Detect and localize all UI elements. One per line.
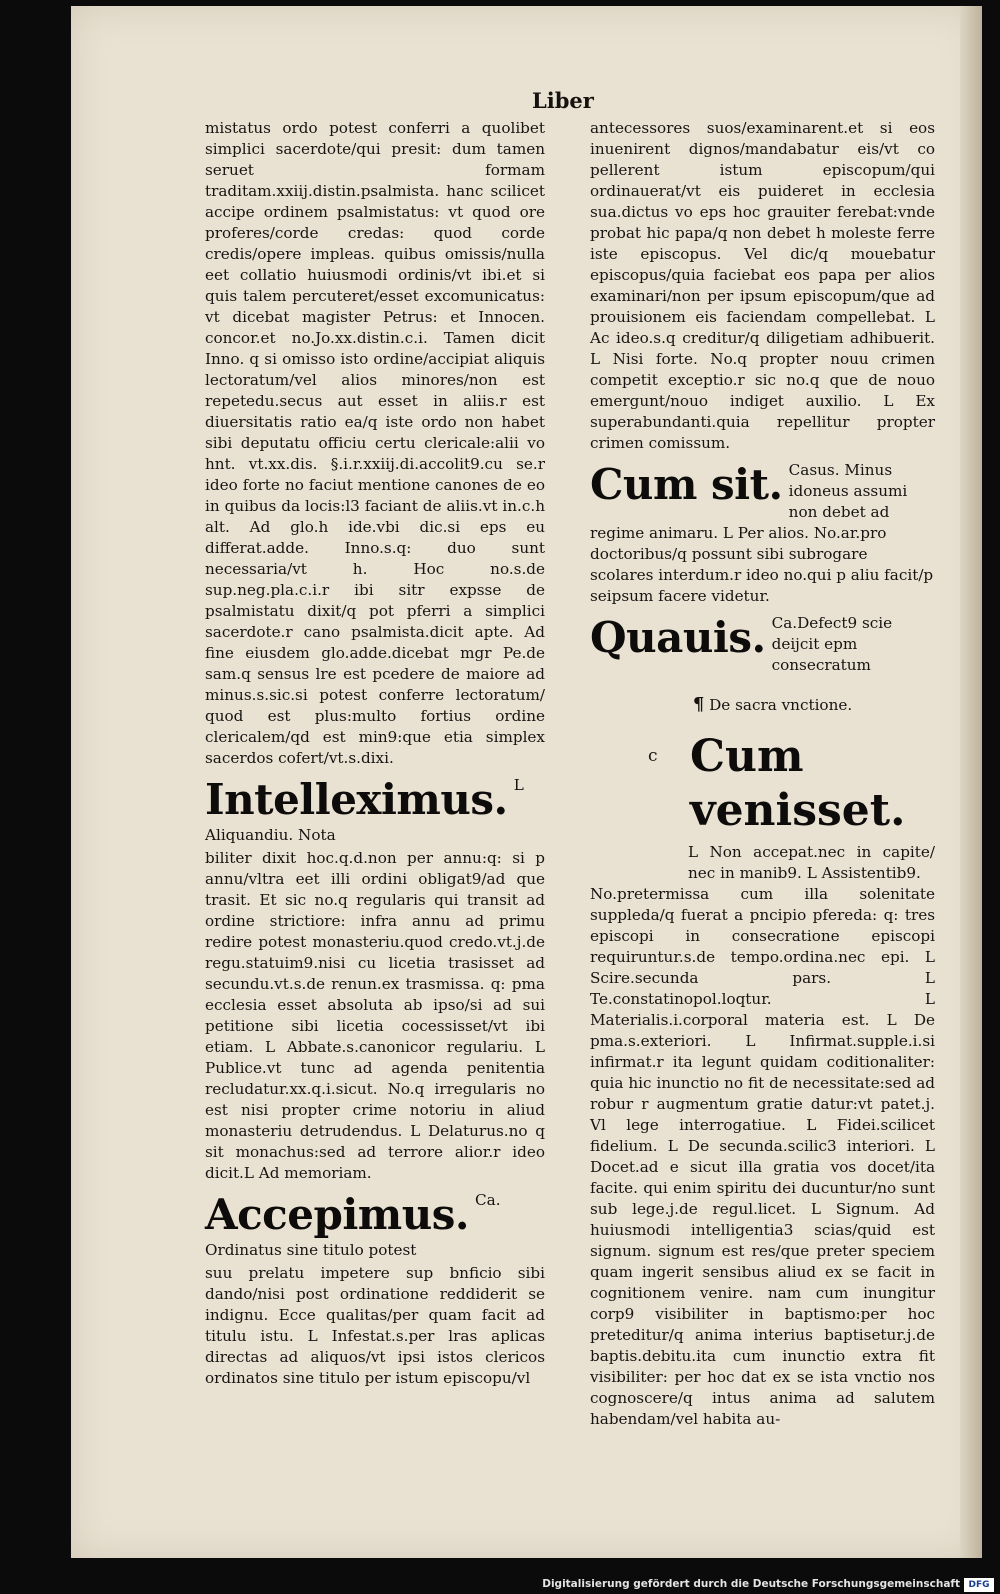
rubric-quauis-note: Ca.Defect9 scie deijcit epm consecratum <box>771 614 893 674</box>
rubric-intelleximus: Intelleximus. <box>205 775 508 824</box>
right-paragraph-2: No.pretermissa cum illa solenitate suppleda/q fuerat a pncipio pfereda: q: tres episcopi in consecratione episcopi requiruntur.s.de tempo.ordina.nec epi. L Scire.secunda pars. L Te.constatinopol.loqtur. L Materialis.i.corporal materia est. L De pma.s.exteriori. L Infirmat.supple.i.si infirmat.r ita legunt quidam coditionaliter: quia hic inunctio no fit de necessitate:sed ad robur r augmentum gratie datur:vt patet.j. Vl lege interrogatiue. L Fidei.scilicet fidelium. L De secunda.scilic3 interiori. L Docet.ad e sicut illa gratia vos docet/ita facite. qui enim spiritu dei ducuntur/no sunt sub lege.j.de regul.licet. L Signum. Ad huiusmodi intelligentia3 scias/quid est signum. signum est res/que preter speciem quam ingerit sensibus aliud ex se facit in cognitionem venire. nam cum inungitur corp9 visibiliter in baptismo:per hoc preteditur/q anima interius baptisetur.j.de baptis.debitu.ita cum inunctio extra fit visibiliter: per hoc dat ex se ista vnctio nos cognoscere/q intus anima ad salutem habendam/vel habita au- <box>590 885 935 1428</box>
rubric-accepimus-note: Ca. Ordinatus sine titulo potest <box>205 1191 501 1259</box>
right-paragraph-2-lead: L Non accepat.nec in capite/ nec in manib9. L Assistentib9. <box>688 843 935 882</box>
left-paragraph-2: biliter dixit hoc.q.d.non per annu:q: si p annu/vltra eet illi ordini obligat9/ad que trasit. Et sic no.q regularis qui transit ad ordine strictiore: infra annu ad primu redire potest monasteriu.quod credo.vt.j.de regu.statuim9.nisi cu licetia trasisset ad secundu.vt.s.de renun.ex trasmissa. q: pma ecclesia esset absoluta ab ipso/si ad sui petitione sibi licetia cocessisset/vt ibi etiam. L Abbate.s.canonicor regulariu. L Publice.vt tunc ad agenda penitentia recludatur.xx.q.i.sicut. No.q irregularis no est nisi propter crime notoriu in aliud monasteriu detrudendus. L Delaturus.no q sit monachus:sed ad terrore alior.r ideo dicit.L Ad memoriam. <box>205 849 545 1182</box>
right-rubric-1 <box>590 460 935 607</box>
rubric-cum-sit-note: Casus. Minus idoneus assumi non debet ad regime animaru. L Per alios. No.ar.pro doctoribus/q possunt sibi subrogare scolares interdum.r ideo no.qui p aliu facit/p seipsum facere videtur. <box>590 461 934 605</box>
pilcrow-icon: ¶ <box>692 694 705 715</box>
footer-credit: Digitalisierung gefördert durch die Deutsche Forschungsgemeinschaft <box>542 1578 960 1590</box>
running-head: Liber <box>532 88 594 113</box>
left-paragraph-3: suu prelatu impetere sup bnficio sibi dando/nisi post ordinatione reddiderit se indignu. Ecce qualitas/per quam facit ad titulu istu. L Infestat.s.per lras aplicas directas ad aliquos/vt ipsi istos clericos ordinatos sine titulo per istum episcopu/vl <box>205 1264 545 1387</box>
left-rubric-2 <box>205 1190 545 1261</box>
section-heading-text: De sacra vnctione. <box>709 696 853 714</box>
rubric-intelleximus-note: L Aliquandiu. Nota <box>205 776 524 844</box>
section-heading <box>610 694 935 716</box>
dfg-logo-icon: DFG <box>964 1578 994 1592</box>
rubric-cum-venisset: Cum venisset. <box>690 731 906 836</box>
left-paragraph-1: mistatus ordo potest conferri a quolibet simplici sacerdote/qui presit: dum tamen seruet formam traditam.xxiij.distin.psalmista. hanc scilicet accipe ordinem psalmistatus: vt quod ore proferes/corde credas: quod corde credis/opere impleas. quibus omissis/nulla eet collatio huiusmodi ordinis/vt ibi.et si quis talem percuteret/esset excomunicatus: vt dicebat magister Petrus: et Innocen. concor.et no.Jo.xx.distin.c.i. Tamen dicit Inno. q si omisso isto ordine/accipiat aliquis lectoratum/vel alios minores/non est repetedu.secus aut esset in aliis.r est diuersitatis ratio ea/q iste ordo non habet sibi deputatu officiu certu clericale:alii vo hnt. vt.xx.dis. §.i.r.xxiij.di.accolit9.cu se.r ideo forte no faciut mentione canones de eo in quibus da locis:l3 faciant de aliis.vt in.c.h alt. Ad glo.h ide.vbi dic.si eps eu differat.adde. Inno.s.q: duo sunt necessaria/vt h. Hoc no.s.de sup.neg.pla.c.i.r ibi sitr expsse de psalmistatu dixit/q pot pferri a simplici sacerdote.r cano psalmista.dicit apte. Ad fine eiusdem glo.adde.dicebat mgr Pe.de sam.q sensus lre est pcedere de maiore ad minus.s.sic.si potest conferre lectoratum/ quod est plus:multo fortius ordine clericalem/qd est min9:que etia simplex sacerdos cofert/vt.s.dixi. <box>205 119 545 767</box>
right-column <box>590 118 935 1430</box>
page-edge <box>960 6 982 1558</box>
rubric-quauis: Quauis. <box>590 613 766 662</box>
right-rubric-2 <box>590 613 935 676</box>
right-paragraph-1: antecessores suos/examinarent.et si eos inuenirent dignos/mandabatur eis/vt co pellerent istum episcopum/qui ordinauerat/vt eis puideret in ecclesia sua.dictus vo eps hoc grauiter ferebat:vnde probat hic papa/q non debet h moleste ferre iste episcopus. Vel dic/q mouebatur episcopus/quia faciebat eos papa per alios examinari/non per ipsum episcopum/que ad prouisionem eis faciendam compellebat. L Ac ideo.s.q creditur/q diligetiam adhibuerit. L Nisi forte. No.q propter nouu crimen competit exceptio.r sic no.q que de nouo emergunt/nouo indiget auxilio. L Ex superabundanti.quia repellitur propter crimen comissum. <box>590 119 935 452</box>
rubric-cum-sit: Cum sit. <box>590 460 783 509</box>
marginal-letter: c <box>648 746 658 766</box>
left-column <box>205 118 545 1389</box>
left-rubric-1 <box>205 775 545 846</box>
rubric-accepimus: Accepimus. <box>205 1190 470 1239</box>
